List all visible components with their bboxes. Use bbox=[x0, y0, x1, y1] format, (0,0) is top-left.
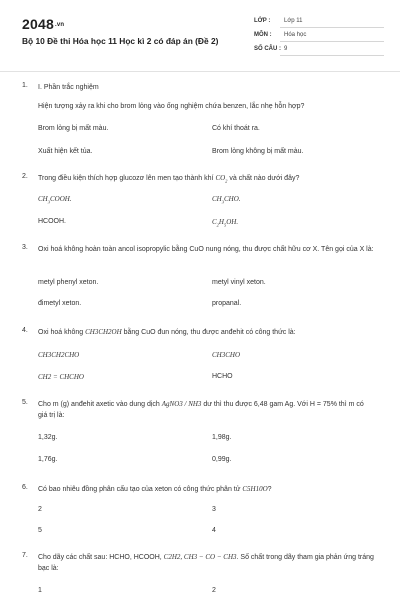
document-title: Bộ 10 Đề thi Hóa học 11 Học kì 2 có đáp án (Đề 2) bbox=[22, 36, 219, 46]
option-a[interactable]: metyl phenyl xeton. bbox=[38, 279, 99, 286]
option-a[interactable]: CH3CH2CHO bbox=[38, 351, 80, 359]
question-text bbox=[38, 552, 374, 574]
formula-sub: 3 bbox=[47, 199, 50, 205]
meta-count-value: 9 bbox=[284, 46, 288, 52]
option-c[interactable]: đimetyl xeton. bbox=[38, 300, 82, 307]
meta-underline bbox=[280, 55, 384, 56]
section-title: I. Phần trắc nghiệm bbox=[38, 84, 99, 91]
question-text-part: Cho dãy các chất sau: HCHO, HCOOH, bbox=[38, 554, 162, 561]
question-text: Oxi hoá không hoàn toàn ancol isopropylic bằng CuO nung nóng, thu được chất hữu cơ X. Tên gọi của X là: bbox=[38, 246, 374, 253]
formula bbox=[215, 174, 227, 182]
question-text-part: và chất nào dưới đây? bbox=[229, 175, 300, 182]
meta-underline bbox=[280, 41, 384, 42]
meta-subject bbox=[254, 29, 384, 43]
site-logo[interactable] bbox=[22, 16, 64, 32]
option-b[interactable]: Có khí thoát ra. bbox=[212, 125, 260, 132]
question-text-part: bằng CuO đun nóng, thu được anđehit có công thức là: bbox=[123, 329, 296, 336]
meta-count-label: SỐ CÂU : bbox=[254, 46, 281, 52]
option-d[interactable]: Brom lỏng không bị mất màu. bbox=[212, 148, 304, 155]
option-c[interactable]: HCOOH. bbox=[38, 218, 66, 225]
option-d[interactable]: 0,99g. bbox=[212, 456, 232, 463]
formula-rest: COOH bbox=[49, 195, 70, 203]
formula: C2H2, CH3 − CO − CH3 bbox=[163, 553, 237, 561]
option-b[interactable]: $CH_3CHO$. bbox=[212, 195, 241, 205]
option-b[interactable]: metyl vinyl xeton. bbox=[212, 279, 266, 286]
logo-text: 2048 bbox=[22, 16, 54, 32]
question-text bbox=[38, 399, 374, 421]
logo-tld: .vn bbox=[54, 22, 65, 29]
formula-sub: 2 bbox=[216, 222, 219, 228]
option-b[interactable]: 2 bbox=[212, 587, 216, 594]
option-a[interactable]: 2 bbox=[38, 506, 42, 513]
question-number: 7. bbox=[22, 552, 28, 559]
question-text-part: . Số chất trong dãy tham gia phản ứng tráng bạc là: bbox=[38, 554, 374, 572]
meta-subject-value: Hóa học bbox=[284, 32, 307, 38]
question-text-part: Cho m (g) anđehit axetic vào dung dịch bbox=[38, 401, 160, 408]
formula-main: H bbox=[218, 218, 224, 226]
question-text-part: Oxi hoá không bbox=[38, 329, 84, 336]
option-a[interactable]: Brom lỏng bị mất màu. bbox=[38, 125, 109, 132]
formula-main: CH bbox=[212, 195, 222, 203]
question-text bbox=[38, 484, 374, 495]
question-number: 6. bbox=[22, 484, 28, 491]
question-number: 2. bbox=[22, 173, 28, 180]
option-c[interactable]: Xuất hiện kết tủa. bbox=[38, 148, 93, 155]
option-d[interactable]: 4 bbox=[212, 527, 216, 534]
question-number: 5. bbox=[22, 399, 28, 406]
option-c[interactable]: 5 bbox=[38, 527, 42, 534]
option-c[interactable]: 1,76g. bbox=[38, 456, 58, 463]
formula-main: CH bbox=[38, 195, 48, 203]
meta-class-value: Lớp 11 bbox=[284, 18, 303, 24]
formula: CH3CH2OH bbox=[85, 328, 122, 336]
meta-subject-label: MÔN : bbox=[254, 32, 272, 38]
meta-count bbox=[254, 43, 384, 57]
formula-sub: 2 bbox=[225, 178, 228, 184]
header bbox=[0, 0, 400, 70]
option-c[interactable]: CH2 = CHCHO bbox=[38, 373, 84, 381]
formula-rest: CHO bbox=[223, 195, 239, 203]
question-text: Hiện tượng xảy ra khi cho brom lỏng vào ống nghiệm chứa benzen, lắc nhẹ hỗn hợp? bbox=[38, 103, 305, 110]
question-text-part: dư thì thu được 6,48 gam Ag. Với H = 75% thì m có giá trị là: bbox=[38, 401, 364, 419]
option-b[interactable]: 1,98g. bbox=[212, 434, 232, 441]
question-text bbox=[38, 327, 374, 338]
question-text bbox=[38, 173, 374, 186]
option-a[interactable]: $CH_3COOH$. bbox=[38, 195, 72, 205]
option-d[interactable]: $C_2H_5OH$. bbox=[212, 218, 239, 228]
meta-class-label: LỚP : bbox=[254, 18, 271, 24]
question-text-part: ? bbox=[267, 486, 272, 493]
question-number: 1. bbox=[22, 82, 28, 89]
option-d[interactable]: HCHO bbox=[212, 373, 233, 380]
meta-class bbox=[254, 15, 384, 29]
option-a[interactable]: 1 bbox=[38, 587, 42, 594]
formula-sub: 3 bbox=[221, 199, 224, 205]
option-b[interactable]: 3 bbox=[212, 506, 216, 513]
formula: AgNO3 / NH3 bbox=[161, 400, 202, 408]
document-meta bbox=[254, 15, 384, 57]
meta-underline bbox=[280, 27, 384, 28]
formula-rest: OH bbox=[226, 218, 237, 226]
option-b[interactable]: CH3CHO bbox=[212, 351, 241, 359]
question-number: 3. bbox=[22, 244, 28, 251]
option-d[interactable]: propanal. bbox=[212, 300, 242, 307]
formula-main: C bbox=[212, 218, 217, 226]
option-a[interactable]: 1,32g. bbox=[38, 434, 58, 441]
question-number: 4. bbox=[22, 327, 28, 334]
formula-main: CO bbox=[215, 174, 226, 182]
formula-sub: 5 bbox=[223, 222, 227, 228]
question-text-part: Có bao nhiêu đồng phân cấu tạo của xeton có công thức phân tử bbox=[38, 486, 241, 493]
header-divider bbox=[0, 71, 400, 72]
question-text-part: Trong điều kiện thích hợp glucozơ lên men tạo thành khí bbox=[38, 175, 214, 182]
formula: C5H10O bbox=[242, 485, 268, 493]
